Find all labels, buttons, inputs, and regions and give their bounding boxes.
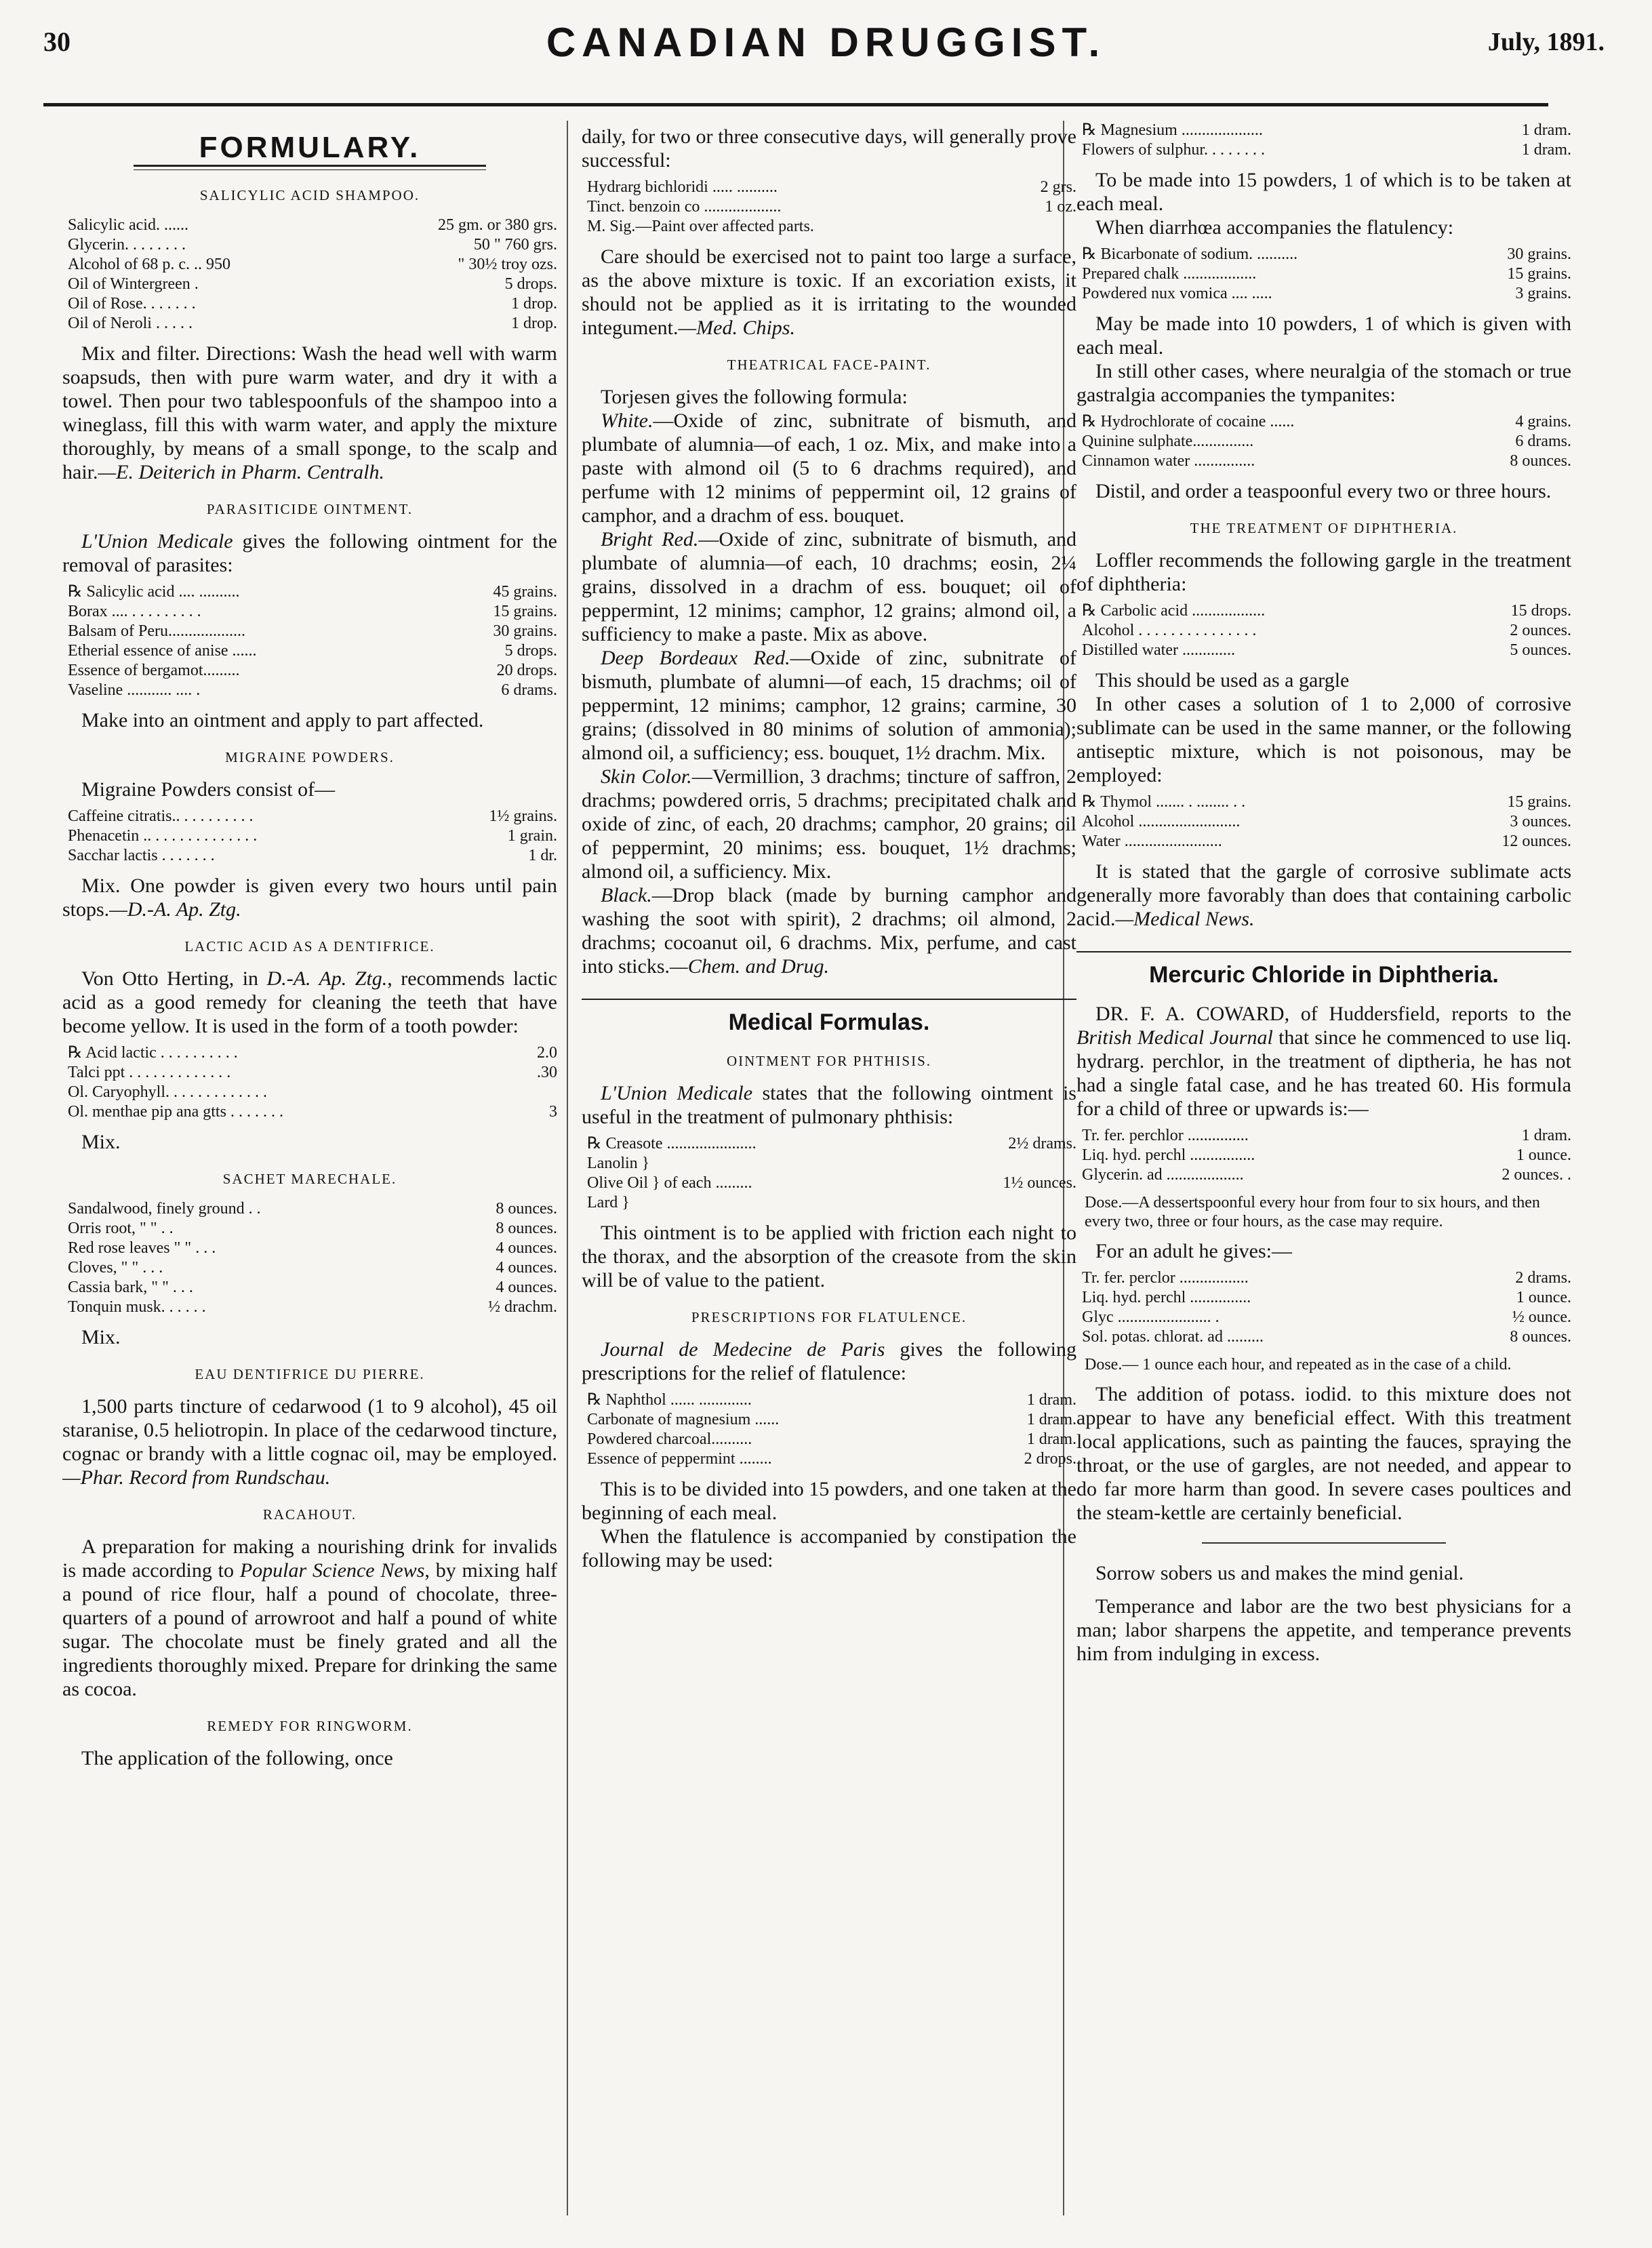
recipe-row — [587, 1173, 1076, 1193]
column-1 — [62, 119, 557, 2207]
recipe-list — [68, 807, 557, 866]
publication-title: CANADIAN DRUGGIST. — [546, 20, 1106, 65]
recipe-row — [1082, 1268, 1571, 1288]
recipe-row — [68, 294, 557, 314]
ingredient-amount: 1 drop. — [511, 315, 557, 332]
recipe-row — [1082, 832, 1571, 851]
article-text: 1,500 parts tincture of cedarwood (1 to 9 alcohol), 45 oil staranise, 0.5 heliotropin. In place of the cedarwood tincture, cognac or brandy with a little cognac oil, may be employed. — [62, 1395, 557, 1465]
article-text: Make into an ointment and apply to part affected. — [81, 709, 484, 731]
article-source: —Medical News. — [1115, 908, 1255, 930]
ingredient-name: Tr. fer. perchlor ............... — [1082, 1127, 1249, 1144]
article-text: , recommends lactic acid as a good remedy for cleaning the teeth that have become yellow. It is used in the form of a tooth powder: — [62, 967, 557, 1037]
article-title: PRESCRIPTIONS FOR FLATULENCE. — [691, 1309, 967, 1325]
ingredient-amount — [1071, 1154, 1076, 1173]
ingredient-amount: 15 grains. — [1507, 265, 1571, 283]
recipe-row — [68, 1258, 557, 1278]
ingredient-name: Carbonate of magnesium ...... — [587, 1411, 780, 1428]
ingredient-amount: 8 ounces. — [496, 1200, 557, 1218]
article-text: —Vermillion, 3 drachms; tincture of saffron, 2 drachms; powdered orris, 5 drachms; precipitated chalk and oxide of zinc, of each, 20 drachms; camphor, 20 grains; oil of peppermint, 20 minims; ess. bouquet, 1½ drachms; almond oil, a sufficiency. Mix. — [582, 765, 1076, 883]
journal-name: L'Union Medicale — [81, 530, 233, 553]
ingredient-name: Olive Oil } of each ......... — [587, 1174, 752, 1192]
ingredient-name: Alcohol ......................... — [1082, 813, 1241, 830]
article-text: Mix. One powder is given every two hours until pain stops. — [62, 875, 557, 921]
ingredient-name: ℞ Carbolic acid .................. — [1082, 602, 1266, 620]
article-text: —Oxide of zinc, subnitrate of bismuth, and plumbate of alumnia—of each, 1 oz. Mix, and make into a paste with almond oil (5 to 6 drachms required), and perfume with 12 minims of peppermint oil, 12 grains of camphor, and a drachm of ess. bouquet. — [582, 409, 1076, 527]
recipe-row — [1082, 1308, 1571, 1327]
recipe-row — [68, 846, 557, 866]
recipe-row — [68, 1043, 557, 1063]
ingredient-name: Oil of Neroli . . . . . — [68, 315, 193, 332]
ingredient-amount: 3 — [549, 1103, 557, 1121]
ingredient-amount: 25 gm. or 380 grs. — [438, 216, 557, 234]
recipe-row — [1082, 1288, 1571, 1308]
recipe-list — [68, 1199, 557, 1317]
ingredient-name: Alcohol of 68 p. c. .. 950 — [68, 256, 230, 273]
recipe-row — [68, 255, 557, 275]
article-title: SACHET MARECHALE. — [222, 1171, 397, 1187]
ingredient-name: Salicylic acid. ...... — [68, 216, 188, 234]
recipe-list — [1082, 601, 1571, 660]
column-divider — [567, 121, 568, 2215]
ingredient-amount: " 30½ troy ozs. — [458, 256, 557, 273]
ingredient-name: Tr. fer. perclor ................. — [1082, 1269, 1249, 1287]
ingredient-name: Lanolin } — [587, 1155, 650, 1172]
journal-name: British Medical Journal — [1076, 1026, 1273, 1049]
ingredient-name: Tonquin musk. . . . . . — [68, 1298, 206, 1316]
ingredient-amount — [1071, 1193, 1076, 1213]
recipe-row — [68, 582, 557, 602]
article-title: PARASITICIDE OINTMENT. — [206, 501, 414, 517]
ingredient-amount: 1 dram. — [1026, 1411, 1076, 1428]
ingredient-name: Sandalwood, finely ground . . — [68, 1200, 261, 1218]
maxim-text: Sorrow sobers us and makes the mind genial. — [1095, 1562, 1464, 1584]
ingredient-amount: 1 dr. — [528, 847, 557, 864]
recipe-list — [1082, 792, 1571, 851]
section-heading-formulary: FORMULARY. — [199, 131, 421, 164]
recipe-list — [587, 1134, 1076, 1213]
article-source: —E. Deiterich in Pharm. Centralh. — [98, 461, 384, 483]
ingredient-amount: 20 drops. — [496, 662, 557, 679]
ingredient-name: Prepared chalk .................. — [1082, 265, 1257, 283]
article-text: Distil, and order a teaspoonful every two or three hours. — [1095, 480, 1552, 502]
ingredient-name: Powdered nux vomica .... ..... — [1082, 285, 1272, 302]
ingredient-name: Talci ppt . . . . . . . . . . . . . — [68, 1064, 231, 1081]
ingredient-amount: 4 ounces. — [496, 1239, 557, 1257]
column-3 — [1076, 119, 1571, 2207]
article-text: Mix and filter. Directions: Wash the head well with warm soapsuds, then with pure warm water, and dry it with a towel. Then pour two tablespoonfuls of the shampoo into a wineglass, fill this with warm water, and apply the mixture thoroughly, by means of a small sponge, to the scalp and hair. — [62, 342, 557, 483]
ingredient-amount: 45 grains. — [493, 583, 557, 601]
article-text: —Drop black (made by burning camphor and washing the soot with spirit), 2 drachms; oil almond, 2 drachms; cocoanut oil, 6 drachms. Mix, perfume, and cast into sticks. — [582, 884, 1076, 978]
ingredient-amount: ½ ounce. — [1512, 1308, 1571, 1326]
recipe-row — [587, 1430, 1076, 1449]
recipe-list — [68, 1043, 557, 1122]
article-source: —Med. Chips. — [678, 317, 795, 339]
article-text: To be made into 15 powders, 1 of which is to be taken at each meal. — [1076, 169, 1571, 215]
ingredient-amount: 1 dram. — [1026, 1430, 1076, 1448]
article-text: Mix. — [81, 1326, 121, 1348]
article-title: EAU DENTIFRICE DU PIERRE. — [195, 1366, 425, 1382]
recipe-row — [1082, 412, 1571, 432]
ingredient-amount: 2½ drams. — [1008, 1135, 1076, 1152]
paint-label: Bright Red. — [601, 528, 699, 550]
article-text: daily, for two or three consecutive days, will generally prove successful: — [582, 125, 1076, 172]
recipe-row — [1082, 284, 1571, 304]
ingredient-name: Phenacetin .. . . . . . . . . . . . . . — [68, 827, 258, 845]
recipe-list — [1082, 412, 1571, 471]
recipe-list — [1082, 1268, 1571, 1347]
ingredient-name: Balsam of Peru................... — [68, 622, 245, 640]
recipe-row — [1082, 1165, 1571, 1185]
ingredient-amount: 1 dram. — [1026, 1391, 1076, 1409]
recipe-row — [68, 235, 557, 255]
paint-label: Black. — [601, 884, 652, 906]
article-text: When the flatulence is accompanied by constipation the following may be used: — [582, 1525, 1076, 1571]
ingredient-amount: 1 dram. — [1521, 121, 1571, 139]
article-text: Mix. — [81, 1131, 121, 1153]
paint-label: Skin Color. — [601, 765, 692, 788]
recipe-row — [68, 1063, 557, 1083]
paint-label: White. — [601, 409, 653, 432]
recipe-list — [1082, 245, 1571, 304]
recipe-list — [68, 216, 557, 334]
recipe-row — [1082, 432, 1571, 451]
ingredient-name: Orris root, " " . . — [68, 1220, 174, 1237]
ingredient-amount: 1 dram. — [1521, 141, 1571, 159]
heading-rule — [134, 165, 486, 170]
article-text: May be made into 10 powders, 1 of which is given with each meal. — [1076, 313, 1571, 359]
recipe-row — [587, 1390, 1076, 1410]
article-title: RACAHOUT. — [262, 1506, 357, 1523]
article-title: MIGRAINE POWDERS. — [225, 749, 395, 765]
article-text: This ointment is to be applied with friction each night to the thorax, and the absorption of the creasote from the skin will be of value to the patient. — [582, 1222, 1076, 1291]
recipe-row — [68, 681, 557, 700]
recipe-row — [68, 1083, 557, 1102]
section-rule — [1202, 1542, 1446, 1544]
recipe-row — [68, 216, 557, 235]
ingredient-amount: .30 — [537, 1064, 557, 1081]
ingredient-amount: 1½ grains. — [489, 807, 557, 825]
ingredient-amount: 1 ounce. — [1516, 1146, 1571, 1164]
ingredient-amount: 8 ounces. — [1510, 1328, 1571, 1346]
ingredient-name: Cinnamon water ............... — [1082, 452, 1255, 470]
ingredient-amount: 2 grs. — [1040, 178, 1076, 196]
recipe-row — [1082, 140, 1571, 160]
article-text: It is stated that the gargle of corrosive sublimate acts generally more favorably than does that containing carbolic acid. — [1076, 860, 1571, 930]
recipe-row — [1082, 1126, 1571, 1146]
ingredient-name: Sacchar lactis . . . . . . . — [68, 847, 215, 864]
article-text: In still other cases, where neuralgia of the stomach or true gastralgia accompanies the tympanites: — [1076, 360, 1571, 406]
recipe-row — [1082, 812, 1571, 832]
article-text: —Oxide of zinc, subnitrate of bismuth, and plumbate of alumnia—of each, 10 drachms; eosin, 2¼ grains, dissolved in a drachm of ess. bouquet; oil of peppermint, 12 minims; camphor, 12 grains; almond oil, a sufficiency to make a paste. Mix as above. — [582, 528, 1076, 645]
recipe-list — [68, 582, 557, 700]
recipe-row — [68, 1278, 557, 1298]
journal-name: D.-A. Ap. Ztg. — [266, 967, 388, 990]
recipe-row — [587, 217, 1076, 237]
journal-name: Popular Science News — [239, 1559, 425, 1582]
ingredient-amount: ½ drachm. — [488, 1298, 557, 1316]
article-source: —D.-A. Ap. Ztg. — [109, 898, 241, 921]
article-text: This should be used as a gargle — [1095, 669, 1350, 691]
recipe-row — [1082, 264, 1571, 284]
ingredient-amount: 4 ounces. — [496, 1259, 557, 1277]
ingredient-name: Flowers of sulphur. . . . . . . . — [1082, 141, 1265, 159]
ingredient-name: Glycerin. ad ................... — [1082, 1166, 1244, 1184]
ingredient-amount: 1 ounce. — [1516, 1289, 1571, 1306]
article-text: The addition of potass. iodid. to this mixture does not appear to have any beneficial effect. With this treatment local applications, such as painting the fauces, spraying the throat, or the use of gargles, are not needed, and appear to do far more harm than good. In severe cases poultices and the steam-kettle are certainly beneficial. — [1076, 1383, 1571, 1524]
ingredient-name: Liq. hyd. perchl ................ — [1082, 1146, 1255, 1164]
ingredient-amount: 2 drams. — [1515, 1269, 1571, 1287]
ingredient-amount: 15 grains. — [493, 603, 557, 620]
recipe-row — [587, 1410, 1076, 1430]
recipe-row — [68, 826, 557, 846]
ingredient-name: Caffeine citratis.. . . . . . . . . . — [68, 807, 254, 825]
article-text: A preparation for making a nourishing drink for invalids is made according to — [62, 1536, 557, 1582]
article-text: states that the following ointment is useful in the treatment of pulmonary phthisis: — [582, 1082, 1076, 1128]
ingredient-name: Distilled water ............. — [1082, 641, 1235, 659]
recipe-row — [68, 1102, 557, 1122]
ingredient-amount: 8 ounces. — [1510, 452, 1571, 470]
ingredient-amount: 2 drops. — [1024, 1450, 1076, 1468]
ingredient-name: ℞ Bicarbonate of sodium. .......... — [1082, 245, 1298, 263]
ingredient-name: Vaseline ........... .... . — [68, 681, 201, 699]
recipe-row — [68, 807, 557, 826]
recipe-row — [68, 661, 557, 681]
ingredient-amount: 4 grains. — [1515, 413, 1571, 430]
article-text: Torjesen gives the following formula: — [601, 386, 908, 408]
ingredient-name: Red rose leaves " " . . . — [68, 1239, 216, 1257]
ingredient-amount: 2 ounces. — [1510, 622, 1571, 639]
ingredient-name: Tinct. benzoin co ................... — [587, 198, 782, 216]
article-text: —Oxide of zinc, subnitrate of bismuth, plumbate of alumni—of each, 15 drachms; oil of peppermint, 12 minims; camphor, 12 grains; carmine, 30 grains; (dissolved in 80 minims of solution of ammonia); almond oil, a sufficiency; ess. bouquet, 1½ drachm. Mix. — [582, 647, 1076, 764]
ingredient-name: Ol. Caryophyll. . . . . . . . . . . . . — [68, 1083, 267, 1101]
article-title: THE TREATMENT OF DIPHTHERIA. — [1190, 520, 1458, 536]
section-heading-mercuric-chloride: Mercuric Chloride in Diphtheria. — [1076, 951, 1571, 987]
recipe-row — [1082, 1146, 1571, 1165]
ingredient-name: Cassia bark, " " . . . — [68, 1279, 193, 1296]
ingredient-name: Etherial essence of anise ...... — [68, 642, 257, 660]
ingredient-name: Cloves, " " . . . — [68, 1259, 163, 1277]
article-text: The application of the following, once — [81, 1747, 393, 1769]
article-text: gives the following prescriptions for the relief of flatulence: — [582, 1338, 1076, 1384]
ingredient-name: ℞ Acid lactic . . . . . . . . . . — [68, 1044, 238, 1062]
column-2 — [582, 119, 1076, 2207]
ingredient-name: Oil of Wintergreen . — [68, 275, 199, 293]
ingredient-name: ℞ Magnesium .................... — [1082, 121, 1263, 139]
recipe-list — [587, 1390, 1076, 1469]
article-title: LACTIC ACID AS A DENTIFRICE. — [184, 938, 435, 955]
maxim-text: Temperance and labor are the two best physicians for a man; labor sharpens the appetite, and temperance prevents him from indulging in excess. — [1076, 1595, 1571, 1665]
ingredient-amount: 15 grains. — [1507, 793, 1571, 811]
article-text: that since he commenced to use liq. hydrarg. perchlor, in the treatment of diptheria, he has not had a single fatal case, and he has treated 60. His formula for a child of three or upwards is:— — [1076, 1026, 1571, 1120]
ingredient-name: Essence of bergamot......... — [68, 662, 240, 679]
article-text: Loffler recommends the following gargle in the treatment of diphtheria: — [1076, 549, 1571, 595]
ingredient-name: Glyc ....................... . — [1082, 1308, 1220, 1326]
recipe-row — [587, 1154, 1076, 1173]
ingredient-amount: 12 ounces. — [1502, 832, 1571, 850]
recipe-row — [68, 1239, 557, 1258]
article-text: When diarrhœa accompanies the flatulency: — [1095, 216, 1454, 239]
recipe-row — [1082, 121, 1571, 140]
recipe-row — [68, 602, 557, 622]
page-header — [0, 0, 1652, 129]
ingredient-name: M. Sig.—Paint over affected parts. — [587, 218, 814, 235]
article-text: This is to be divided into 15 powders, and one taken at the beginning of each meal. — [582, 1478, 1076, 1524]
dose-note: Dose.— 1 ounce each hour, and repeated as in the case of a child. — [1085, 1356, 1512, 1373]
ingredient-amount: 2 ounces. . — [1502, 1166, 1571, 1184]
header-rule — [43, 103, 1548, 106]
ingredient-name: Liq. hyd. perchl ............... — [1082, 1289, 1251, 1306]
article-text: , by mixing half a pound of rice flour, half a pound of chocolate, three-quarters of a pound of arrowroot and half a pound of white sugar. The chocolate must be finely grated and all the ingredients thoroughly mixed. Prepare for drinking the same as cocoa. — [62, 1559, 557, 1700]
article-source: —Chem. and Drug. — [670, 955, 830, 978]
recipe-row — [587, 1193, 1076, 1213]
article-source: —Phar. Record from Rundschau. — [62, 1466, 331, 1489]
ingredient-name: Essence of peppermint ........ — [587, 1450, 772, 1468]
ingredient-amount: 5 drops. — [504, 275, 557, 293]
recipe-row — [1082, 792, 1571, 812]
recipe-row — [68, 314, 557, 334]
ingredient-amount: 5 drops. — [504, 642, 557, 660]
ingredient-amount: 30 grains. — [493, 622, 557, 640]
ingredient-amount: 1 drop. — [511, 295, 557, 313]
article-text: DR. F. A. COWARD, of Huddersfield, reports to the — [1095, 1003, 1571, 1025]
recipe-row — [68, 622, 557, 641]
article-title: SALICYLIC ACID SHAMPOO. — [199, 187, 420, 203]
ingredient-amount: 3 ounces. — [1510, 813, 1571, 830]
article-text: For an adult he gives:— — [1095, 1240, 1292, 1262]
recipe-row — [1082, 641, 1571, 660]
ingredient-name: ℞ Salicylic acid .... .......... — [68, 583, 240, 601]
ingredient-amount: 3 grains. — [1515, 285, 1571, 302]
article-text: Von Otto Herting, in — [81, 967, 267, 990]
recipe-row — [1082, 451, 1571, 471]
section-heading-medical-formulas: Medical Formulas. — [582, 999, 1076, 1035]
ingredient-amount: 8 ounces. — [496, 1220, 557, 1237]
recipe-list — [1082, 1126, 1571, 1185]
recipe-row — [68, 1298, 557, 1317]
ingredient-name: Oil of Rose. . . . . . . — [68, 295, 196, 313]
journal-name: L'Union Medicale — [601, 1082, 753, 1104]
article-title: REMEDY FOR RINGWORM. — [207, 1718, 413, 1734]
recipe-row — [587, 197, 1076, 217]
ingredient-name: Water ........................ — [1082, 832, 1222, 850]
issue-date: July, 1891. — [1487, 28, 1605, 56]
recipe-row — [68, 1199, 557, 1219]
recipe-row — [587, 1449, 1076, 1469]
ingredient-amount: 1½ ounces. — [1003, 1174, 1076, 1192]
ingredient-amount: 6 drams. — [501, 681, 557, 699]
ingredient-name: Hydrarg bichloridi ..... .......... — [587, 178, 778, 196]
recipe-row — [1082, 1327, 1571, 1347]
recipe-row — [587, 178, 1076, 197]
recipe-row — [587, 1134, 1076, 1154]
ingredient-amount: 30 grains. — [1507, 245, 1571, 263]
article-text: Care should be exercised not to paint too large a surface, as the above mixture is toxic. If an excoriation exists, it should not be applied as it is irritating to the wounded integument. — [582, 245, 1076, 339]
article-text: gives the following ointment for the removal of parasites: — [62, 530, 557, 576]
recipe-row — [68, 275, 557, 294]
ingredient-amount: 1 dram. — [1521, 1127, 1571, 1144]
page-number: 30 — [43, 26, 70, 57]
ingredient-amount: 1 oz. — [1045, 198, 1076, 216]
ingredient-amount: 5 ounces. — [1510, 641, 1571, 659]
ingredient-name: Quinine sulphate............... — [1082, 433, 1254, 450]
article-title: OINTMENT FOR PHTHISIS. — [726, 1053, 932, 1069]
ingredient-amount — [1071, 217, 1076, 237]
journal-name: Journal de Medecine de Paris — [601, 1338, 885, 1361]
ingredient-name: Sol. potas. chlorat. ad ......... — [1082, 1328, 1264, 1346]
ingredient-amount: 4 ounces. — [496, 1279, 557, 1296]
article-text: In other cases a solution of 1 to 2,000 of corrosive sublimate can be used in the same manner, or the following antiseptic mixture, which is not poisonous, may be employed: — [1076, 693, 1571, 786]
recipe-list — [587, 178, 1076, 237]
article-title: THEATRICAL FACE-PAINT. — [727, 357, 931, 373]
ingredient-name: Ol. menthae pip ana gtts . . . . . . . — [68, 1103, 283, 1121]
recipe-row — [1082, 621, 1571, 641]
ingredient-name: Lard } — [587, 1194, 630, 1211]
ingredient-name: ℞ Hydrochlorate of cocaine ...... — [1082, 413, 1295, 430]
ingredient-name: Glycerin. . . . . . . . — [68, 236, 186, 254]
recipe-list — [1082, 121, 1571, 160]
ingredient-name: Powdered charcoal.......... — [587, 1430, 752, 1448]
ingredient-name: ℞ Creasote ...................... — [587, 1135, 757, 1152]
ingredient-amount: 1 grain. — [507, 827, 557, 845]
ingredient-name: ℞ Naphthol ...... ............. — [587, 1391, 752, 1409]
ingredient-amount — [552, 1083, 557, 1102]
recipe-row — [68, 1219, 557, 1239]
ingredient-amount: 50 " 760 grs. — [473, 236, 557, 254]
recipe-row — [68, 641, 557, 661]
ingredient-name: Borax .... . . . . . . . . . — [68, 603, 201, 620]
ingredient-amount: 15 drops. — [1510, 602, 1571, 620]
paint-label: Deep Bordeaux Red. — [601, 647, 790, 669]
ingredient-name: ℞ Thymol ....... . ........ . . — [1082, 793, 1246, 811]
dose-note: Dose.—A dessertspoonful every hour from four to six hours, and then every two, three or four hours, as the case may require. — [1085, 1194, 1540, 1230]
recipe-row — [1082, 601, 1571, 621]
recipe-row — [1082, 245, 1571, 264]
ingredient-name: Alcohol . . . . . . . . . . . . . . . — [1082, 622, 1257, 639]
ingredient-amount: 2.0 — [537, 1044, 557, 1062]
ingredient-amount: 6 drams. — [1515, 433, 1571, 450]
article-text: Migraine Powders consist of— — [81, 778, 336, 801]
